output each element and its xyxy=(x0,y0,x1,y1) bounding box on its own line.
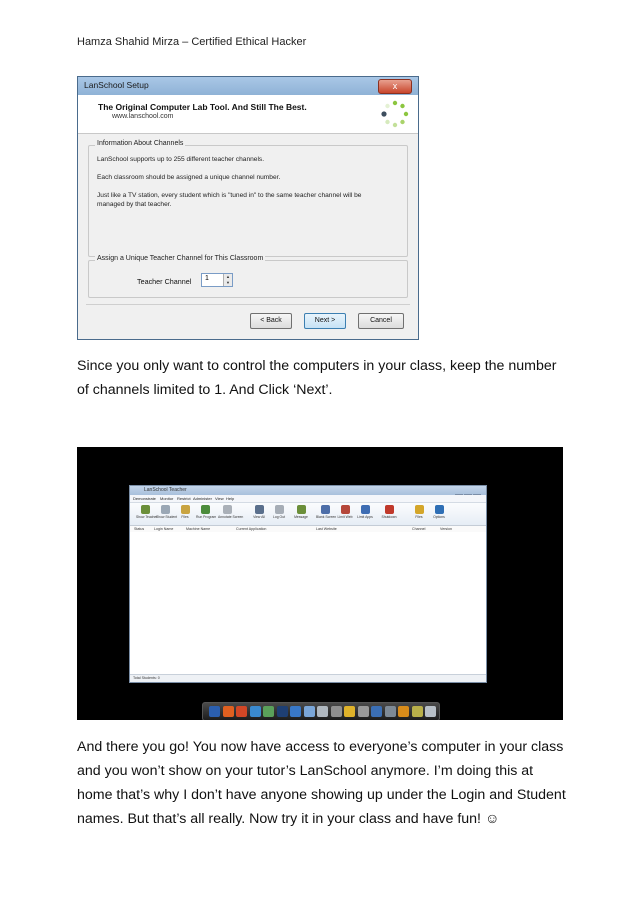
setup-dialog xyxy=(77,76,419,340)
dock-trash-icon[interactable] xyxy=(425,706,436,717)
info-line: Each classroom should be assigned a unique channel number. xyxy=(97,174,281,181)
dock-app-10-icon[interactable] xyxy=(331,706,342,717)
toolbar-button-label: Log Out xyxy=(272,515,286,519)
teacher-channel-input[interactable] xyxy=(201,273,233,287)
back-button[interactable]: < Back xyxy=(250,313,292,329)
menu-item[interactable]: Restrict xyxy=(177,496,191,501)
menu-item[interactable]: Demonstrate xyxy=(133,496,156,501)
button-separator xyxy=(86,304,410,305)
dock-app-4-icon[interactable] xyxy=(250,706,261,717)
assign-group xyxy=(88,255,408,298)
toolbar-button-label: View All xyxy=(253,515,265,519)
setup-screenshot xyxy=(77,76,419,340)
toolbar-button-label: Limit Apps xyxy=(357,515,373,519)
spinner-arrows-icon[interactable]: ▲ ▼ xyxy=(223,274,232,286)
dock-app-13-icon[interactable] xyxy=(371,706,382,717)
menu-item[interactable]: Administer xyxy=(193,496,212,501)
logout-icon xyxy=(275,505,284,514)
console-menubar xyxy=(130,495,486,503)
dialog-title: LanSchool Setup xyxy=(84,80,149,90)
paragraph-1: Since you only want to control the computers in your class, keep the number of channels limited to 1. And Click ‘Next’. xyxy=(77,358,557,398)
toolbar-button[interactable] xyxy=(430,505,448,519)
dock-app-9-icon[interactable] xyxy=(317,706,328,717)
column-header[interactable]: Machine Name xyxy=(186,527,211,531)
toolbar-button-label: Limit Web xyxy=(337,515,353,519)
taskbar-dock xyxy=(202,702,440,720)
toolbar-button[interactable] xyxy=(196,505,217,519)
info-line: managed by that teacher. xyxy=(97,201,172,208)
dock-app-15-icon[interactable] xyxy=(398,706,409,717)
lanschool-logo-icon xyxy=(380,99,410,129)
teacher-channel-label: Teacher Channel xyxy=(137,277,192,286)
teacher-icon xyxy=(141,505,150,514)
paragraph-2: And there you go! You now have access to everyone’s computer in your class and you won’t show on your tutor’s LanSchool anymore. I’m doing this at home that’s why I don’t have anyone showing up under the Login and Student names. But that’s all really. Now try it in your class and have fun! ☺ xyxy=(77,739,566,827)
dock-app-2-icon[interactable] xyxy=(223,706,234,717)
toolbar-button[interactable] xyxy=(336,505,354,519)
column-header[interactable]: Last Website xyxy=(316,527,337,531)
files-icon xyxy=(181,505,190,514)
column-header[interactable]: Login Name xyxy=(154,527,174,531)
files-icon-2 xyxy=(415,505,424,514)
toolbar-button-label: Shutdown xyxy=(381,515,397,519)
toolbar-button-label: Files xyxy=(415,515,423,519)
options-icon xyxy=(435,505,444,514)
toolbar-button[interactable] xyxy=(270,505,288,519)
toolbar-button[interactable] xyxy=(410,505,428,519)
toolbar-button-label: Message xyxy=(294,515,308,519)
dock-app-3-icon[interactable] xyxy=(236,706,247,717)
console-window xyxy=(129,485,487,683)
annotate-icon xyxy=(223,505,232,514)
console-titlebar xyxy=(130,486,486,495)
dock-app-1-icon[interactable] xyxy=(209,706,220,717)
close-button[interactable]: x xyxy=(378,79,412,94)
info-group xyxy=(88,140,408,257)
dock-app-12-icon[interactable] xyxy=(358,706,369,717)
column-header[interactable]: Channel xyxy=(412,527,426,531)
dock-chrome-icon[interactable] xyxy=(344,706,355,717)
toolbar-button-label: Blank Screen xyxy=(316,515,337,519)
banner-heading: The Original Computer Lab Tool. And Still The Best. xyxy=(98,102,307,112)
info-group-legend: Information About Channels xyxy=(97,140,184,147)
dock-photoshop-icon[interactable] xyxy=(277,706,288,717)
toolbar-button-label: Files xyxy=(181,515,189,519)
message-icon xyxy=(297,505,306,514)
menu-item[interactable]: View xyxy=(215,496,224,501)
total-students: Total Students: 0 xyxy=(133,676,160,680)
info-line: Just like a TV station, every student which is "tuned in" to the same teacher channel will be xyxy=(97,192,362,199)
banner-website: www.lanschool.com xyxy=(112,113,174,120)
dialog-titlebar xyxy=(78,77,418,95)
limit-apps-icon xyxy=(361,505,370,514)
student-icon xyxy=(161,505,170,514)
console-statusbar xyxy=(130,674,486,682)
teacher-channel-value: 1 xyxy=(205,275,209,282)
toolbar-button[interactable] xyxy=(156,505,178,519)
window-controls xyxy=(454,487,484,493)
toolbar-button[interactable] xyxy=(356,505,374,519)
toolbar-button-label: Options xyxy=(433,515,445,519)
next-button[interactable]: Next > xyxy=(304,313,346,329)
toolbar-button-label: Show Teacher xyxy=(136,515,158,519)
toolbar-button[interactable] xyxy=(380,505,398,519)
dock-app-8-icon[interactable] xyxy=(304,706,315,717)
menu-item[interactable]: Monitor xyxy=(160,496,174,501)
menu-item[interactable]: Help xyxy=(226,496,235,501)
toolbar-button[interactable] xyxy=(136,505,158,519)
column-header[interactable]: Version xyxy=(440,527,452,531)
toolbar-button[interactable] xyxy=(316,505,337,519)
run-program-icon xyxy=(201,505,210,514)
dialog-banner xyxy=(78,95,418,134)
cancel-button[interactable]: Cancel xyxy=(358,313,404,329)
console-screenshot xyxy=(77,447,563,720)
toolbar-button-label: Show Student xyxy=(156,515,178,519)
info-line: LanSchool supports up to 255 different teacher channels. xyxy=(97,156,265,163)
dock-app-16-icon[interactable] xyxy=(412,706,423,717)
column-header[interactable]: Status xyxy=(134,527,145,531)
toolbar-button[interactable] xyxy=(218,505,244,519)
toolbar-button-label: Annotate Screen xyxy=(218,515,244,519)
student-list xyxy=(130,532,486,674)
dock-app-14-icon[interactable] xyxy=(385,706,396,717)
page-header: Hamza Shahid Mirza – Certified Ethical Hacker xyxy=(77,36,307,48)
toolbar-button[interactable] xyxy=(292,505,310,519)
console-title: LanSchool Teacher xyxy=(144,487,187,493)
console-toolbar xyxy=(130,503,486,526)
toolbar-button-label: Run Program xyxy=(196,515,217,519)
dock-app-7-icon[interactable] xyxy=(290,706,301,717)
dock-app-5-icon[interactable] xyxy=(263,706,274,717)
assign-group-legend: Assign a Unique Teacher Channel for This Classroom xyxy=(97,255,264,262)
limit-web-icon xyxy=(341,505,350,514)
toolbar-button[interactable] xyxy=(176,505,194,519)
blank-screen-icon xyxy=(321,505,330,514)
column-header[interactable]: Current Application xyxy=(236,527,267,531)
shutdown-icon xyxy=(385,505,394,514)
toolbar-button[interactable] xyxy=(250,505,268,519)
view-all-icon xyxy=(255,505,264,514)
